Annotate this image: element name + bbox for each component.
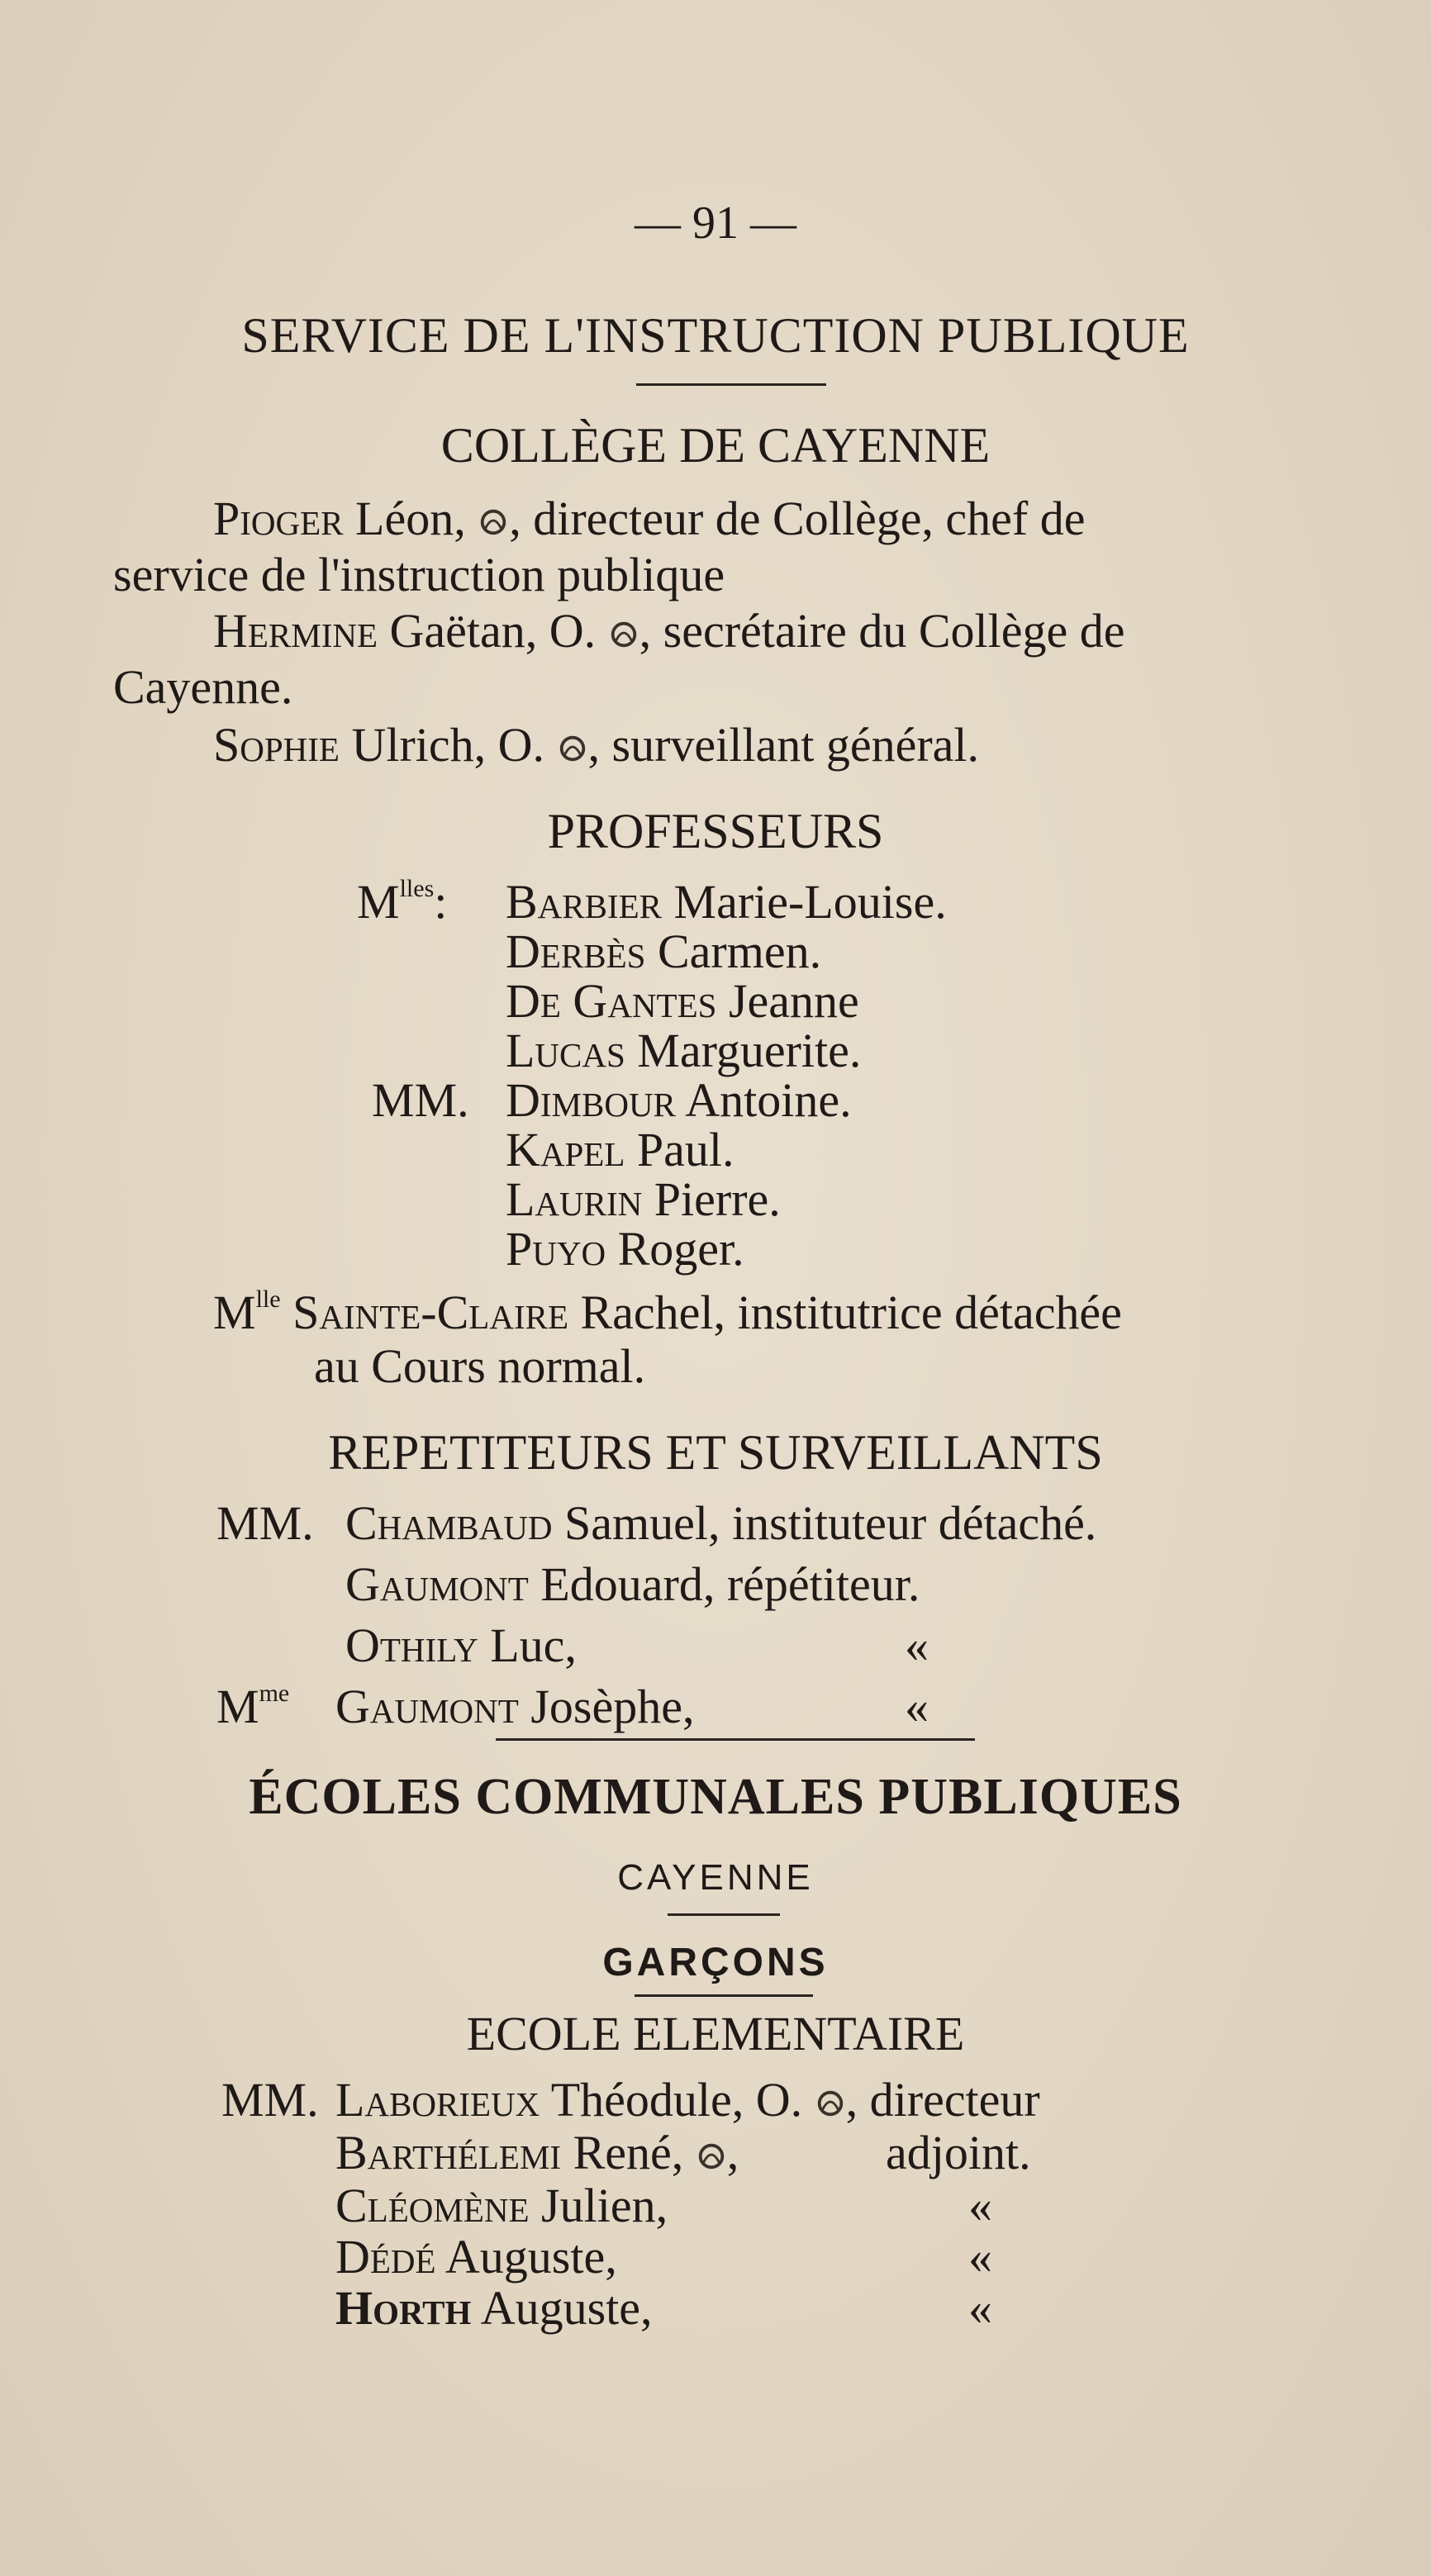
repetiteur-row: Othily Luc, xyxy=(345,1618,577,1672)
professeur-row: Dimbour Antoine. xyxy=(506,1073,852,1127)
mm-prefix: MM. xyxy=(216,1496,314,1550)
palm-decoration-icon xyxy=(608,619,639,650)
mlles-prefix: $M^{lles}$: xyxy=(357,875,448,929)
teacher-row: Barthélemi René, , xyxy=(335,2126,739,2179)
professeur-row: Lucas Marguerite. xyxy=(506,1024,862,1077)
divider xyxy=(635,1994,813,1997)
teacher-row: Dédé Auguste, xyxy=(335,2230,617,2284)
staff-entry-sainte-claire: $M^{lle}$ Sainte-Claire Rachel, institutrice détachée xyxy=(213,1286,1122,1339)
mm-prefix: MM. xyxy=(372,1073,469,1127)
repetiteurs-title: REPETITEURS ET SURVEILLANTS xyxy=(328,1425,1103,1480)
service-title: SERVICE DE L'INSTRUCTION PUBLIQUE xyxy=(241,308,1190,363)
professeur-row: Laurin Pierre. xyxy=(506,1172,781,1226)
page-number: — 91 — xyxy=(635,197,796,249)
surname: Hermine xyxy=(213,604,378,658)
teacher-row: Horth Auguste, xyxy=(335,2281,653,2335)
palm-decoration-icon xyxy=(478,506,509,538)
ditto-mark: « xyxy=(905,1618,929,1672)
professeurs-title: PROFESSEURS xyxy=(547,804,884,858)
divider xyxy=(668,1913,780,1916)
city-title: CAYENNE xyxy=(617,1857,814,1898)
ditto-mark: « xyxy=(905,1680,929,1733)
staff-entry-sophie: Sophie Ulrich, O. , surveillant général. xyxy=(213,718,980,772)
school-title: ECOLE ELEMENTAIRE xyxy=(466,2007,965,2060)
mme-prefix: $M^{me}$ xyxy=(216,1680,290,1733)
role-label: adjoint. xyxy=(886,2126,1031,2179)
palm-decoration-icon xyxy=(815,2088,846,2119)
section-title: GARÇONS xyxy=(602,1941,829,1984)
ditto-mark: « xyxy=(968,2230,992,2284)
staff-entry-hermine-cont: Cayenne. xyxy=(113,660,293,714)
professeur-row: Kapel Paul. xyxy=(506,1123,735,1176)
staff-entry-pioger-cont: service de l'instruction publique xyxy=(113,548,725,601)
professeur-row: Derbès Carmen. xyxy=(506,924,822,978)
divider xyxy=(636,383,826,386)
repetiteur-row: Chambaud Samuel, instituteur détaché. xyxy=(345,1496,1097,1550)
ditto-mark: « xyxy=(968,2281,992,2335)
repetiteur-row: Gaumont Josèphe, xyxy=(335,1680,695,1733)
mm-prefix: MM. xyxy=(221,2073,319,2127)
ditto-mark: « xyxy=(968,2179,992,2232)
palm-decoration-icon xyxy=(696,2141,727,2172)
staff-entry-sainte-claire-cont: au Cours normal. xyxy=(314,1339,646,1393)
surname: Sophie xyxy=(213,718,340,772)
teacher-row: Cléomène Julien, xyxy=(335,2179,668,2232)
professeur-row: Puyo Roger. xyxy=(506,1222,744,1276)
palm-decoration-icon xyxy=(557,733,588,764)
divider xyxy=(496,1738,975,1741)
staff-entry-pioger: Pioger Léon, , directeur de Collège, chef de xyxy=(213,492,1086,545)
surname: Pioger xyxy=(213,492,344,545)
professeur-row: De Gantes Jeanne xyxy=(506,974,859,1028)
professeur-row: Barbier Marie-Louise. xyxy=(506,875,947,929)
staff-entry-hermine: Hermine Gaëtan, O. , secrétaire du Collège de xyxy=(213,604,1125,658)
repetiteur-row: Gaumont Edouard, répétiteur. xyxy=(345,1557,920,1611)
teacher-row: Laborieux Théodule, O. , directeur xyxy=(335,2073,1040,2127)
ecoles-title: ÉCOLES COMMUNALES PUBLIQUES xyxy=(249,1769,1182,1825)
college-title: COLLÈGE DE CAYENNE xyxy=(440,418,991,473)
